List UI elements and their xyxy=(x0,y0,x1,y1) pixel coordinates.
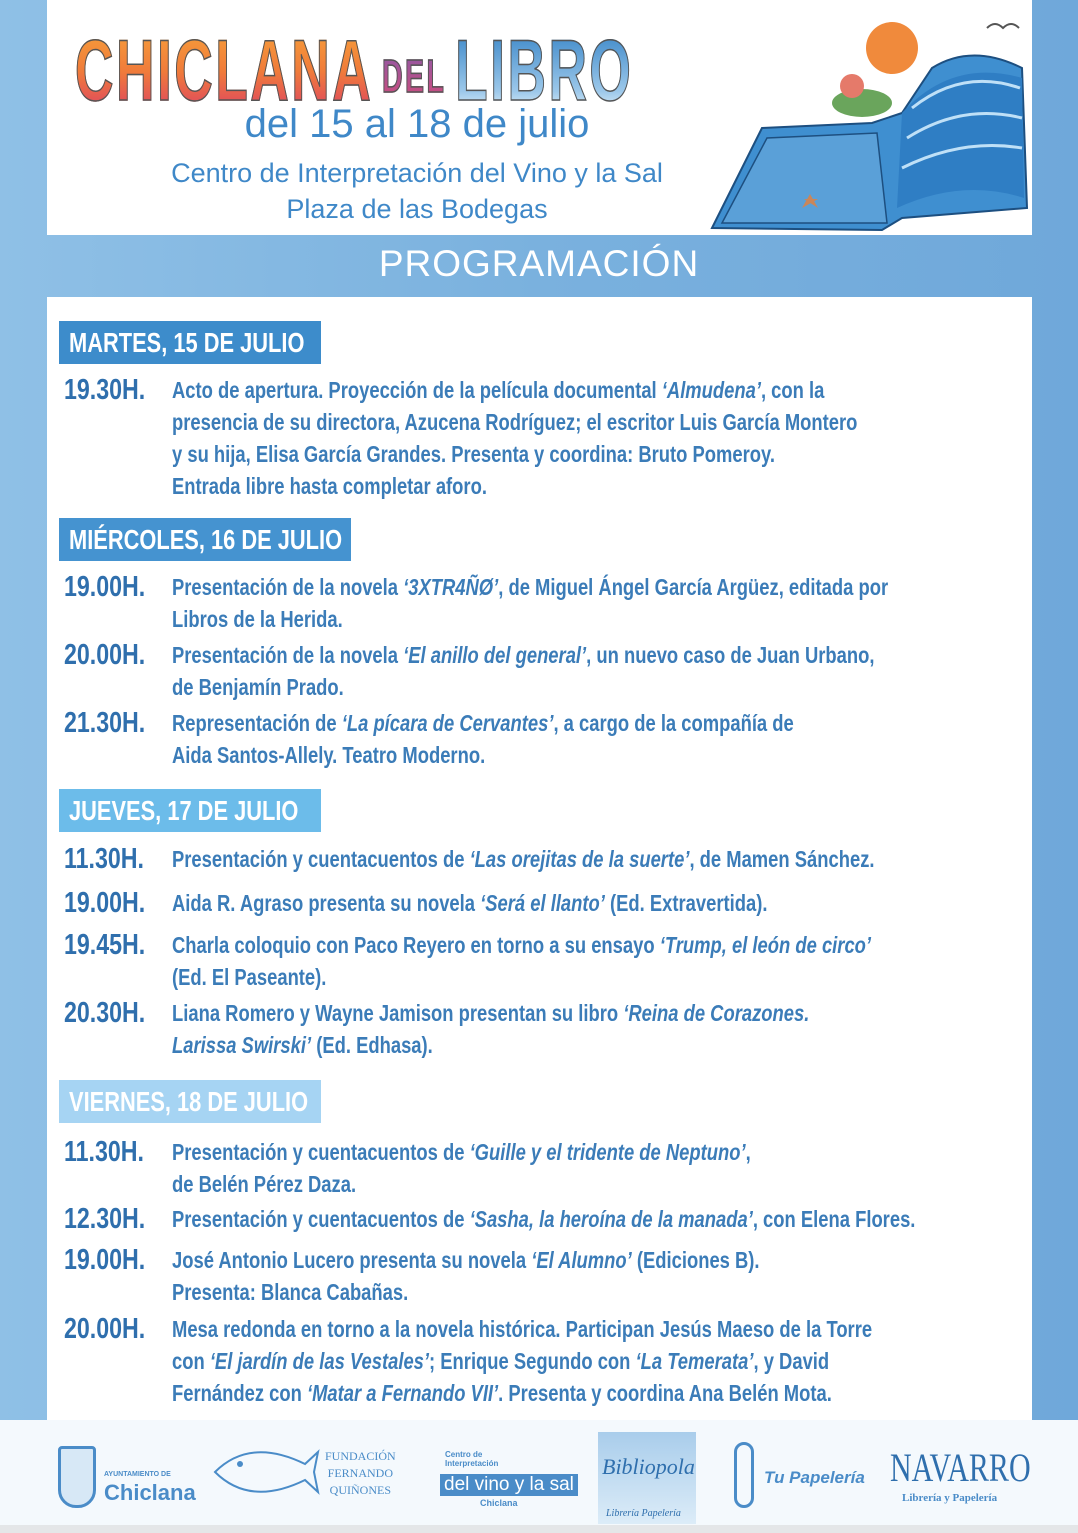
logo-fundacion-quinones xyxy=(210,1442,410,1512)
event-description-line xyxy=(172,1247,760,1279)
event-text: , con la xyxy=(760,377,825,403)
event-text: Acto de apertura. Proyección de la película documental xyxy=(172,377,662,403)
day-header xyxy=(59,1080,321,1123)
work-title: ‘El Alumno’ xyxy=(531,1247,632,1273)
work-title: ‘3XTR4ÑØ’ xyxy=(403,574,499,600)
paperclip-icon xyxy=(734,1442,754,1508)
event-text: Presentación y cuentacuentos de xyxy=(172,1206,470,1232)
day-header xyxy=(59,789,321,832)
event-description-line xyxy=(172,1206,915,1238)
seagull-icon xyxy=(987,24,1019,28)
event-text: , con Elena Flores. xyxy=(752,1206,916,1232)
day-header xyxy=(59,518,351,561)
biblio-name: Bibliopola xyxy=(602,1454,695,1479)
centro-label2: Interpretación xyxy=(445,1459,499,1468)
sponsors-footer xyxy=(0,1420,1078,1525)
work-title: ‘Matar a Fernando VII’ xyxy=(306,1380,499,1406)
event-text: (Ed. Edhasa). xyxy=(311,1032,433,1058)
navarro-sub: Librería y Papelería xyxy=(902,1492,998,1504)
work-title: ‘Almudena’ xyxy=(661,377,761,403)
centro-label1: Centro de xyxy=(445,1450,483,1459)
title-del: DEL xyxy=(381,50,447,102)
event-time: 20.00H. xyxy=(64,1313,146,1345)
event-text: Representación de xyxy=(172,710,342,736)
event-title xyxy=(75,22,634,119)
event-description-line xyxy=(172,1171,356,1203)
event-time: 11.30H. xyxy=(64,843,144,875)
biblio-sub: Librería Papelería xyxy=(606,1508,681,1519)
event-time: 19.00H. xyxy=(64,1244,146,1276)
event-text: , de Miguel Ángel García Argüez, editada por xyxy=(498,574,889,600)
event-text: José Antonio Lucero presenta su novela xyxy=(172,1247,532,1273)
event-text: Entrada libre hasta completar aforo. xyxy=(172,473,487,499)
logo-navarro xyxy=(890,1444,1035,1514)
event-description-line xyxy=(172,441,775,473)
event-text: Fernández con xyxy=(172,1380,307,1406)
logo-ayuntamiento-chiclana xyxy=(58,1436,196,1516)
work-title: ‘Reina de Corazones. xyxy=(623,1000,810,1026)
event-text: Liana Romero y Wayne Jamison presentan su libro xyxy=(172,1000,624,1026)
event-description-line xyxy=(172,1032,433,1064)
day-label: VIERNES, 18 DE JULIO xyxy=(69,1086,309,1117)
poster-header xyxy=(47,0,1032,235)
coat-of-arms-icon xyxy=(58,1446,96,1508)
event-time: 19.30H. xyxy=(64,374,146,406)
event-description-line xyxy=(172,1000,809,1032)
event-text: Aida Santos-Allely. Teatro Moderno. xyxy=(172,742,486,768)
fund-line2: FERNANDO xyxy=(327,1466,393,1480)
event-text: . Presenta y coordina Ana Belén Mota. xyxy=(498,1380,832,1406)
day-label: JUEVES, 17 DE JULIO xyxy=(69,795,299,826)
section-title: PROGRAMACIÓN xyxy=(378,243,700,284)
event-text: presencia de su directora, Azucena Rodríguez; el escritor Luis García Montero xyxy=(172,409,858,435)
event-description-line xyxy=(172,473,487,505)
event-text: (Ed. Extravertida). xyxy=(604,890,768,916)
event-text: Aida R. Agraso presenta su novela xyxy=(172,890,481,916)
event-description-line xyxy=(172,1139,751,1171)
ayto-name: Chiclana xyxy=(104,1480,196,1505)
ayto-label: AYUNTAMIENTO DE xyxy=(104,1471,171,1478)
work-title: ‘Las orejitas de la suerte’ xyxy=(469,846,690,872)
event-description-line xyxy=(172,1316,872,1348)
event-description-line xyxy=(172,1348,829,1380)
event-text: y su hija, Elisa García Grandes. Presenta y coordina: Bruto Pomeroy. xyxy=(172,441,775,467)
logo-centro-vino-sal xyxy=(440,1438,574,1518)
event-text: , a cargo de la compañía de xyxy=(553,710,794,736)
event-text: (Ediciones B). xyxy=(631,1247,760,1273)
work-title: ‘El jardín de las Vestales’ xyxy=(209,1348,430,1374)
event-text: Presentación y cuentacuentos de xyxy=(172,846,470,872)
day-label: MIÉRCOLES, 16 DE JULIO xyxy=(69,524,343,555)
event-description-line xyxy=(172,932,871,964)
event-description-line xyxy=(172,642,874,674)
event-description-line xyxy=(172,846,875,878)
venue-name: Centro de Interpretación del Vino y la Sal xyxy=(171,158,663,188)
event-text: Mesa redonda en torno a la novela histórica. Participan Jesús Maeso de la Torre xyxy=(172,1316,873,1342)
centro-name: del vino y la sal xyxy=(440,1474,578,1496)
event-time: 19.00H. xyxy=(64,571,146,603)
event-description-line xyxy=(172,1380,832,1412)
book-illustration xyxy=(702,8,1032,236)
event-text: de Belén Pérez Daza. xyxy=(172,1171,357,1197)
event-text: Libros de la Herida. xyxy=(172,606,343,632)
work-title: ‘Guille y el tridente de Neptuno’ xyxy=(469,1139,746,1165)
event-description-line xyxy=(172,409,857,441)
fund-line1: FUNDACIÓN xyxy=(325,1449,396,1463)
event-time: 12.30H. xyxy=(64,1203,146,1235)
event-description-line xyxy=(172,964,326,996)
event-time: 20.30H. xyxy=(64,997,146,1029)
event-description-line xyxy=(172,377,824,409)
sun-icon xyxy=(866,22,918,74)
event-text: Presentación de la novela xyxy=(172,574,404,600)
title-chiclana: CHICLANA xyxy=(75,23,374,119)
event-description-line xyxy=(172,890,767,922)
work-title: ‘La pícara de Cervantes’ xyxy=(341,710,554,736)
event-text: de Benjamín Prado. xyxy=(172,674,344,700)
event-text: , de Mamen Sánchez. xyxy=(689,846,875,872)
program-content xyxy=(47,297,1032,1420)
work-title: Larissa Swirski’ xyxy=(172,1032,312,1058)
work-title: ‘Sasha, la heroína de la manada’ xyxy=(469,1206,753,1232)
work-title: ‘Será el llanto’ xyxy=(480,890,605,916)
event-text: Presenta: Blanca Cabañas. xyxy=(172,1279,409,1305)
title-libro: LIBRO xyxy=(455,23,634,119)
event-text: Presentación y cuentacuentos de xyxy=(172,1139,470,1165)
event-text: Charla coloquio con Paco Reyero en torno a su ensayo xyxy=(172,932,660,958)
event-description-line xyxy=(172,674,344,706)
bottom-strip xyxy=(0,1525,1078,1533)
venue-address: Plaza de las Bodegas xyxy=(286,194,548,224)
event-description-line xyxy=(172,1279,408,1311)
event-time: 11.30H. xyxy=(64,1136,144,1168)
work-title: ‘La Temerata’ xyxy=(635,1348,754,1374)
day-label: MARTES, 15 DE JULIO xyxy=(69,327,305,358)
work-title: ‘El anillo del general’ xyxy=(403,642,587,668)
logo-tu-papeleria xyxy=(730,1442,870,1512)
fund-line3: QUIÑONES xyxy=(329,1483,391,1497)
logo-bibliopola xyxy=(598,1432,696,1524)
navarro-name: NAVARRO xyxy=(890,1445,1031,1490)
event-time: 21.30H. xyxy=(64,707,146,739)
event-description-line xyxy=(172,574,888,606)
event-text: , un nuevo caso de Juan Urbano, xyxy=(586,642,875,668)
event-time: 20.00H. xyxy=(64,639,146,671)
centro-city: Chiclana xyxy=(480,1498,518,1508)
work-title: ‘Trump, el león de circo’ xyxy=(659,932,872,958)
event-text: con xyxy=(172,1348,210,1374)
fish-icon xyxy=(210,1442,320,1502)
event-text: Presentación de la novela xyxy=(172,642,404,668)
event-time: 19.00H. xyxy=(64,887,146,919)
event-text: , xyxy=(745,1139,751,1165)
tupap-name: Tu Papelería xyxy=(764,1468,865,1487)
crab-icon xyxy=(840,74,864,98)
event-description-line xyxy=(172,606,343,638)
event-time: 19.45H. xyxy=(64,929,146,961)
event-description-line xyxy=(172,742,485,774)
event-dates: del 15 al 18 de julio xyxy=(244,102,590,146)
day-header xyxy=(59,321,321,364)
event-description-line xyxy=(172,710,794,742)
event-text: , y David xyxy=(753,1348,830,1374)
event-text: (Ed. El Paseante). xyxy=(172,964,327,990)
event-text: ; Enrique Segundo con xyxy=(429,1348,636,1374)
